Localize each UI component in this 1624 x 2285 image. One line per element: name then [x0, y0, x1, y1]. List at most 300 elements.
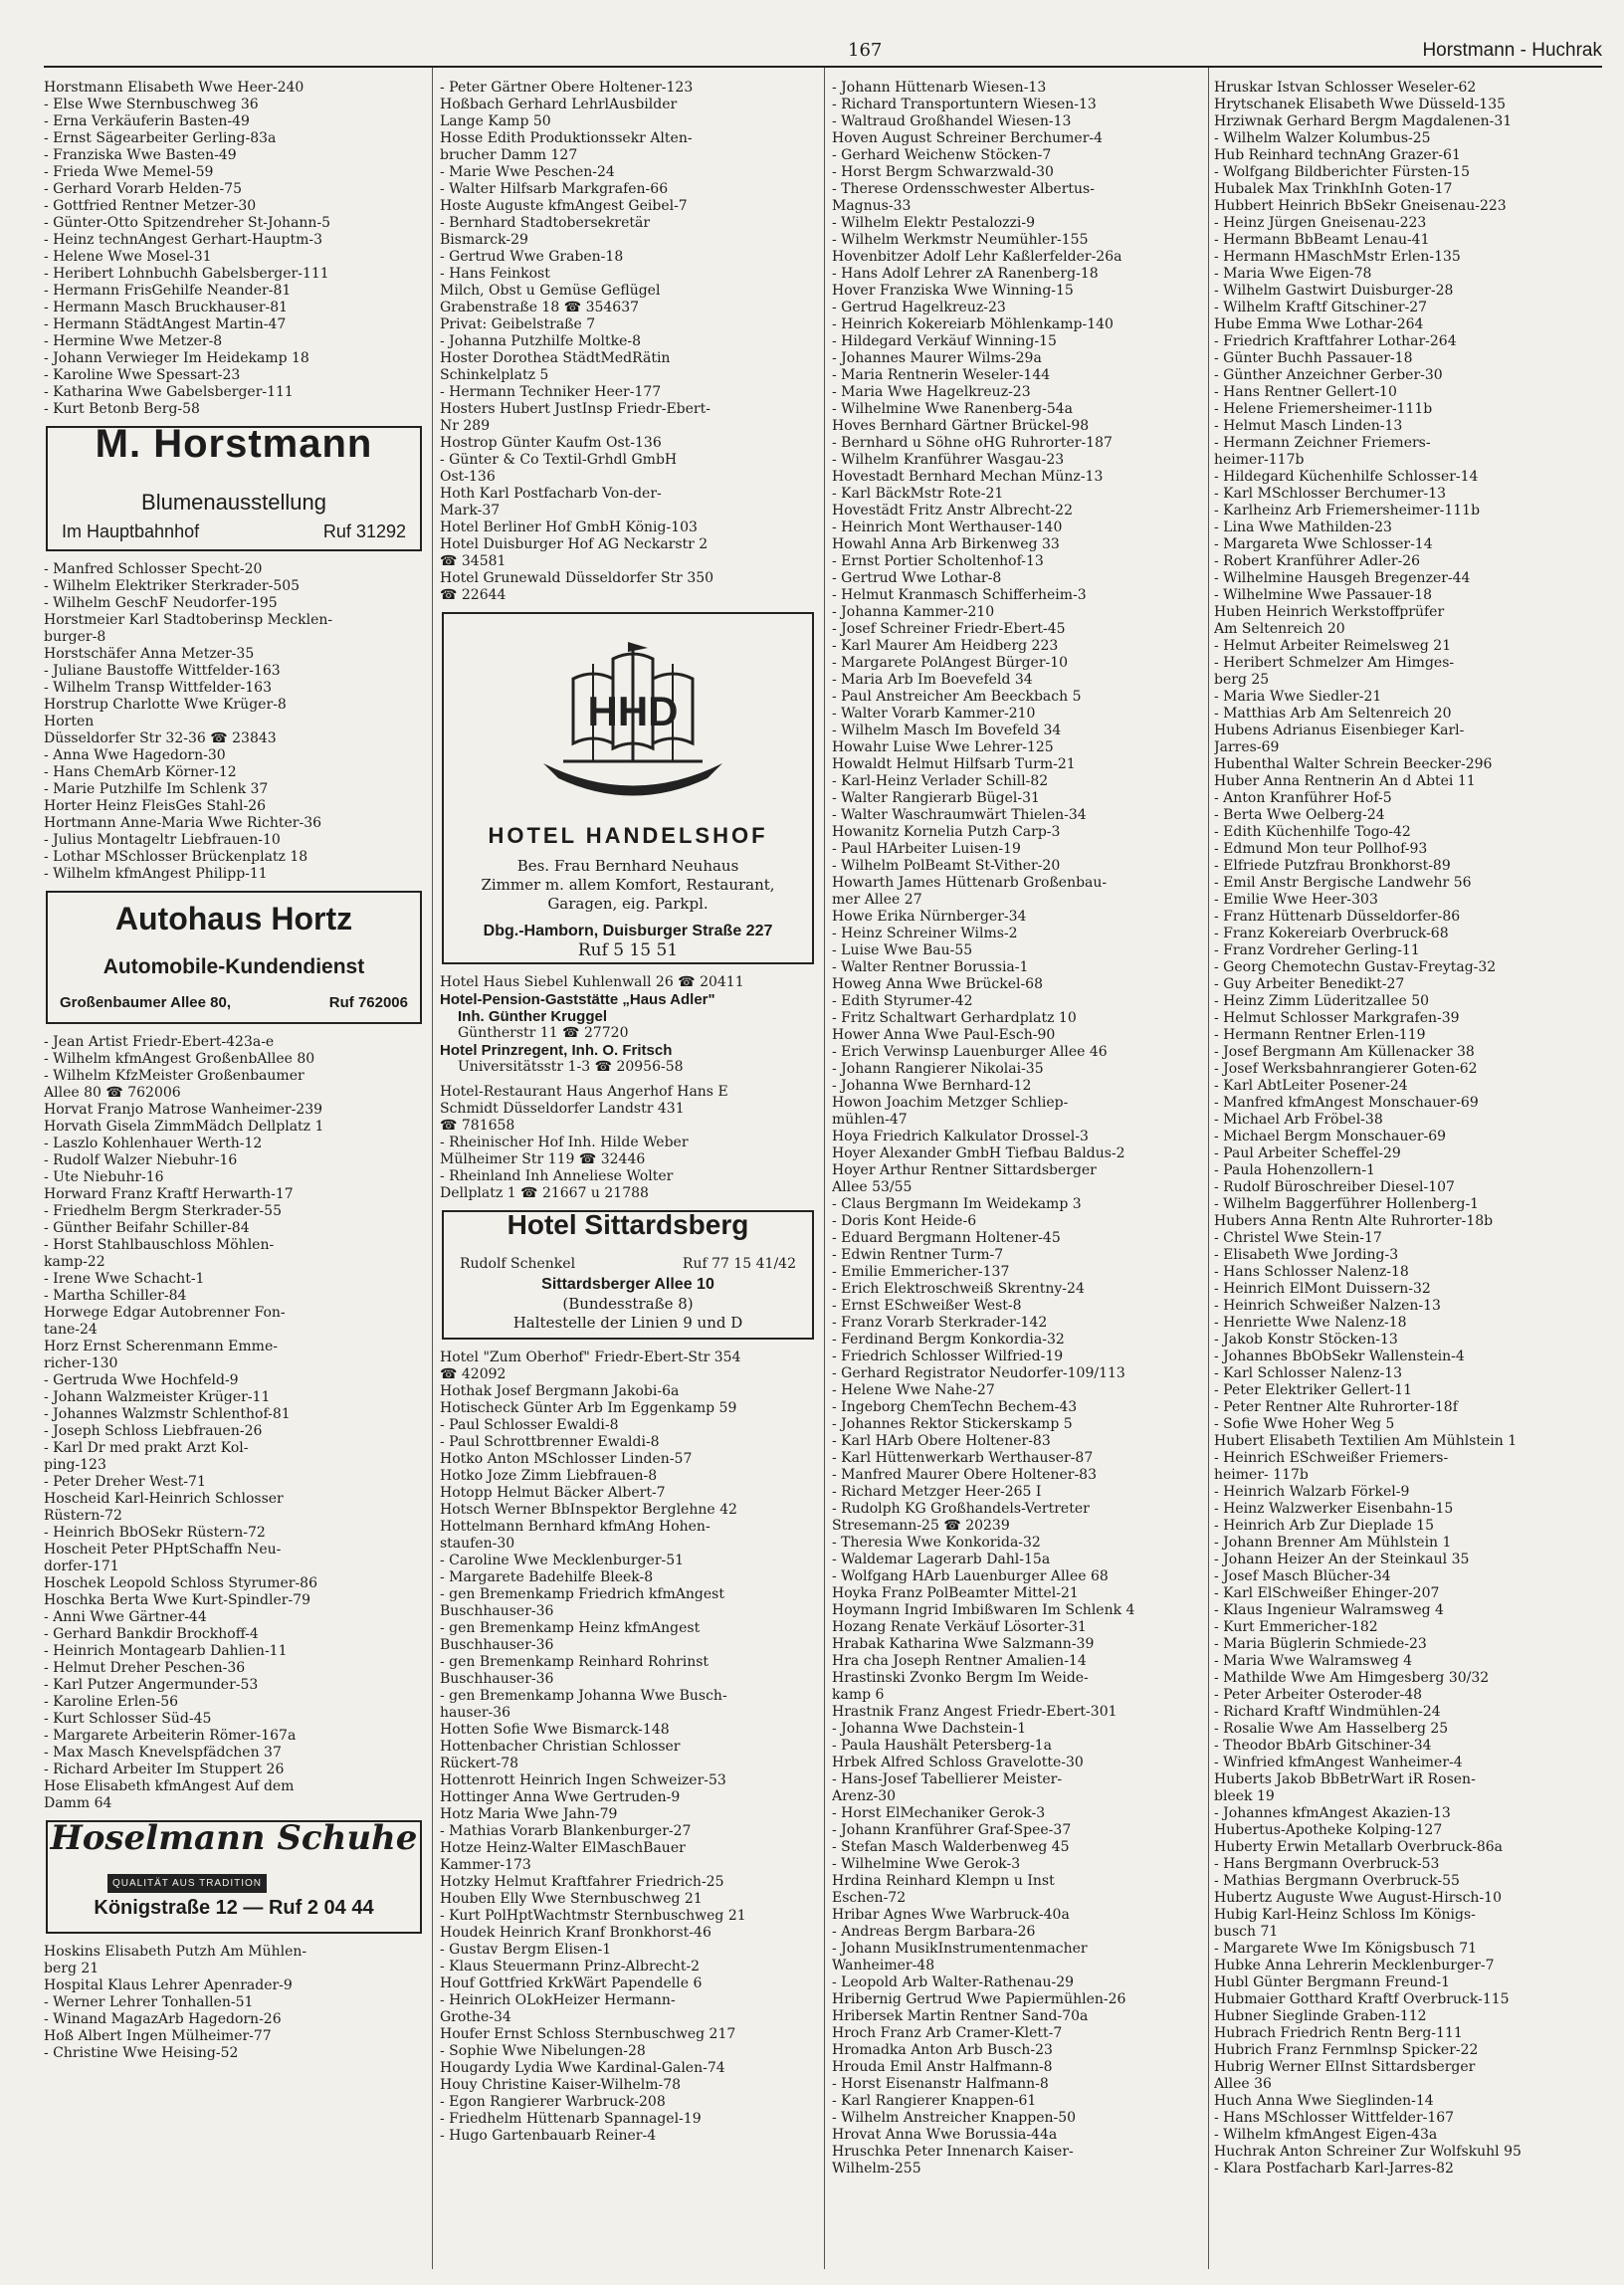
- directory-entry: - Lothar MSchlosser Brückenplatz 18: [44, 849, 308, 865]
- directory-entry: - Erich Elektroschweiß Skrentny-24: [832, 1281, 1085, 1297]
- directory-entry: - Ferdinand Bergm Konkordia-32: [832, 1332, 1065, 1348]
- directory-entry: Hubl Günter Bergmann Freund-1: [1214, 1974, 1451, 1990]
- directory-entry: - Hans Feinkost: [440, 266, 550, 282]
- directory-entry: - Andreas Bergm Barbara-26: [832, 1924, 1036, 1940]
- directory-entry: - Franz Hüttenarb Düsseldorfer-86: [1214, 909, 1461, 925]
- directory-entry: - Heinrich ESchweißer Friemers-: [1214, 1450, 1449, 1466]
- directory-entry: Hoyka Franz PolBeamter Mittel-21: [832, 1585, 1079, 1601]
- directory-entry: Hoschek Leopold Schloss Styrumer-86: [44, 1575, 317, 1591]
- directory-entry: Privat: Geibelstraße 7: [440, 316, 596, 332]
- directory-entry: - Günter-Otto Spitzendreher St-Johann-5: [44, 215, 331, 231]
- directory-entry: Hrbek Alfred Schloss Gravelotte-30: [832, 1755, 1084, 1770]
- directory-entry: - Rheinischer Hof Inh. Hilde Weber: [440, 1135, 689, 1150]
- directory-entry: Allee 80 ☎ 762006: [44, 1085, 181, 1101]
- directory-entry: Hose Elisabeth kfmAngest Auf dem: [44, 1778, 295, 1794]
- directory-entry: Hozang Renate Verkäuf Lösorter-31: [832, 1619, 1087, 1635]
- directory-entry: - Sofie Wwe Hoher Weg 5: [1214, 1416, 1395, 1432]
- directory-entry: - Richard Kraftf Windmühlen-24: [1214, 1704, 1441, 1720]
- directory-entry: - Wilhelmine Wwe Ranenberg-54a: [832, 401, 1073, 417]
- ad-horstmann: [46, 422, 422, 551]
- directory-entry: Horvat Franjo Matrose Wanheimer-239: [44, 1102, 323, 1118]
- ad-line: Automobile-Kundendienst: [102, 955, 365, 978]
- directory-entry: Wanheimer-48: [832, 1958, 935, 1973]
- ad-tag: QUALITÄT AUS TRADITION: [107, 1874, 267, 1893]
- directory-entry: Hubrach Friedrich Rentn Berg-111: [1214, 2025, 1463, 2041]
- column-divider: [824, 68, 825, 2269]
- directory-entry: - Hermann FrisGehilfe Neander-81: [44, 283, 292, 299]
- directory-entry: - Gerhard Weichenw Stöcken-7: [832, 147, 1052, 163]
- directory-entry: - Matthias Arb Am Seltenreich 20: [1214, 706, 1452, 722]
- directory-entry: Hrytschanek Elisabeth Wwe Düsseld-135: [1214, 97, 1507, 112]
- directory-entry: - Richard Transportuntern Wiesen-13: [832, 97, 1097, 112]
- directory-entry: Hottinger Anna Wwe Gertruden-9: [440, 1789, 681, 1805]
- directory-entry: Buschhauser-36: [440, 1603, 554, 1619]
- directory-entry: Hotel Berliner Hof GmbH König-103: [440, 519, 698, 535]
- directory-entry: Horward Franz Kraftf Herwarth-17: [44, 1186, 294, 1202]
- directory-entry: - Johann Brenner Am Mühlstein 1: [1214, 1535, 1452, 1551]
- directory-entry: - Maria Wwe Walramsweg 4: [1214, 1653, 1413, 1669]
- directory-entry: Hubert Elisabeth Textilien Am Mühlstein 1: [1214, 1433, 1518, 1449]
- entry-bold: Hotel Prinzregent, Inh. O. Fritsch: [440, 1042, 673, 1059]
- directory-entry: - Max Masch Knevelspfädchen 37: [44, 1745, 282, 1761]
- directory-entry: Grothe-34: [440, 2009, 511, 2025]
- directory-entry: - Gertrud Wwe Lothar-8: [832, 570, 1002, 586]
- entry-bold: Hotel-Pension-Gaststätte „Haus Adler": [440, 991, 715, 1008]
- directory-entry: Arenz-30: [832, 1788, 897, 1804]
- directory-entry: Hotko Joze Zimm Liebfrauen-8: [440, 1468, 658, 1484]
- directory-entry: - Wilhelm Gastwirt Duisburger-28: [1214, 283, 1454, 299]
- directory-entry: - Helmut Dreher Peschen-36: [44, 1660, 246, 1676]
- ad-title: M. Horstmann: [95, 422, 373, 466]
- directory-entry: Düsseldorfer Str 32-36 ☎ 23843: [44, 730, 277, 746]
- directory-entry: heimer- 117b: [1214, 1467, 1309, 1483]
- directory-entry: Hubner Sieglinde Graben-112: [1214, 2008, 1427, 2024]
- directory-entry: - Maria Rentnerin Weseler-144: [832, 367, 1051, 383]
- directory-entry: Hubertus-Apotheke Kolping-127: [1214, 1822, 1443, 1838]
- directory-entry: - Franziska Wwe Basten-49: [44, 147, 237, 163]
- directory-entry: - gen Bremenkamp Heinz kfmAngest: [440, 1620, 701, 1636]
- directory-entry: - Friedhelm Bergm Sterkrader-55: [44, 1203, 282, 1219]
- column-2: [440, 80, 816, 2269]
- directory-entry: Hostrop Günter Kaufm Ost-136: [440, 435, 662, 451]
- directory-entry: Hribernig Gertrud Wwe Papiermühlen-26: [832, 1991, 1126, 2007]
- ad-phone: Ruf 31292: [322, 521, 406, 541]
- directory-entry: - Paul Schrottbrenner Ewaldi-8: [440, 1434, 660, 1450]
- directory-entry: Hrovat Anna Wwe Borussia-44a: [832, 2127, 1058, 2143]
- directory-entry: - Gertrud Wwe Graben-18: [440, 249, 624, 265]
- directory-entry: - Horst Bergm Schwarzwald-30: [832, 164, 1054, 180]
- directory-entry: - Walter Rentner Borussia-1: [832, 959, 1029, 975]
- directory-entry: - Irene Wwe Schacht-1: [44, 1271, 205, 1287]
- entry-list: [44, 1944, 424, 2062]
- directory-entry: - Walter Vorarb Kammer-210: [832, 706, 1036, 722]
- directory-entry: Buschhauser-36: [440, 1637, 554, 1653]
- directory-entry: Howahl Anna Arb Birkenweg 33: [832, 536, 1060, 552]
- column-divider: [432, 68, 433, 2269]
- directory-entry: - Frieda Wwe Memel-59: [44, 164, 214, 180]
- directory-entry: - Mathias Vorarb Blankenburger-27: [440, 1823, 692, 1839]
- directory-entry: - Johann MusikInstrumentenmacher: [832, 1941, 1088, 1957]
- directory-entry: dorfer-171: [44, 1558, 119, 1574]
- directory-entry: - Horst ElMechaniker Gerok-3: [832, 1805, 1046, 1821]
- directory-entry: - Paula Haushält Petersberg-1a: [832, 1738, 1053, 1754]
- directory-entry: Hovestadt Bernhard Mechan Münz-13: [832, 469, 1104, 485]
- directory-entry: - Wilhelm Walzer Kolumbus-25: [1214, 130, 1431, 146]
- directory-entry: - Theodor BbArb Gitschiner-34: [1214, 1738, 1432, 1754]
- directory-entry: - Hermann HMaschMstr Erlen-135: [1214, 249, 1461, 265]
- directory-entry: Hubers Anna Rentn Alte Ruhrorter-18b: [1214, 1213, 1494, 1229]
- directory-entry: Horstschäfer Anna Metzer-35: [44, 646, 255, 662]
- directory-entry: Houf Gottfried KrkWärt Papendelle 6: [440, 1975, 703, 1991]
- directory-entry: - Marie Wwe Peschen-24: [440, 164, 615, 180]
- directory-entry: Hover Franziska Wwe Winning-15: [832, 283, 1074, 299]
- directory-entry: - Martha Schiller-84: [44, 1288, 187, 1304]
- directory-entry: Hovestädt Fritz Anstr Albrecht-22: [832, 503, 1073, 519]
- directory-entry: - Maria Büglerin Schmiede-23: [1214, 1636, 1427, 1652]
- entry-bold: Inh. Günther Kruggel: [458, 1008, 607, 1025]
- directory-entry: - Ernst ESchweißer West-8: [832, 1298, 1022, 1314]
- directory-entry: richer-130: [44, 1355, 118, 1371]
- directory-entry: - Mathias Bergmann Overbruck-55: [1214, 1873, 1460, 1889]
- directory-entry: Bismarck-29: [440, 232, 528, 248]
- directory-entry: Huben Heinrich Werkstoffprüfer: [1214, 604, 1445, 620]
- directory-entry: - Paula Hohenzollern-1: [1214, 1162, 1375, 1178]
- directory-entry: Hotopp Helmut Bäcker Albert-7: [440, 1485, 666, 1501]
- directory-entry: Howaldt Helmut Hilfsarb Turm-21: [832, 756, 1076, 772]
- directory-entry: - Hans MSchlosser Wittfelder-167: [1214, 2110, 1455, 2126]
- directory-entry: Howon Joachim Metzger Schliep-: [832, 1095, 1069, 1111]
- directory-entry: Hoth Karl Postfacharb Von-der-: [440, 486, 662, 502]
- directory-entry: Grabenstraße 18 ☎ 354637: [440, 300, 640, 315]
- directory-entry: - Edith Styrumer-42: [832, 993, 973, 1009]
- ad-title: HOTEL HANDELSHOF: [488, 823, 768, 848]
- directory-entry: - Heinz technAngest Gerhart-Hauptm-3: [44, 232, 323, 248]
- directory-entry: Hotischeck Günter Arb Im Eggenkamp 59: [440, 1400, 737, 1416]
- directory-entry: - Gustav Bergm Elisen-1: [440, 1942, 612, 1958]
- directory-entry: - Paul Schlosser Ewaldi-8: [440, 1417, 619, 1433]
- directory-entry: - Waldemar Lagerarb Dahl-15a: [832, 1552, 1051, 1567]
- directory-entry: - gen Bremenkamp Reinhard Rohrinst: [440, 1654, 710, 1670]
- directory-entry: - Karoline Erlen-56: [44, 1694, 179, 1710]
- ad-owner: Rudolf Schenkel: [460, 1256, 576, 1272]
- directory-entry: - Ernst Portier Scholtenhof-13: [832, 553, 1044, 569]
- directory-entry: Kammer-173: [440, 1857, 531, 1873]
- directory-entry: - Franz Kokereiarb Overbruck-68: [1214, 926, 1449, 941]
- directory-entry: Horten: [44, 714, 95, 729]
- directory-entry: Hrouda Emil Anstr Halfmann-8: [832, 2059, 1053, 2075]
- ad-line: Blumenausstellung: [141, 490, 326, 515]
- entry-list: [440, 80, 816, 604]
- ad-description: [444, 857, 812, 914]
- directory-entry: Huchrak Anton Schreiner Zur Wolfskuhl 95: [1214, 2144, 1522, 2160]
- directory-entry: Schinkelplatz 5: [440, 367, 549, 383]
- directory-entry: Hruschka Peter Innenarch Kaiser-: [832, 2144, 1074, 2160]
- directory-entry: - Karl Hüttenwerkarb Werthauser-87: [832, 1450, 1094, 1466]
- directory-entry: - Bernhard Stadtobersekretär: [440, 215, 651, 231]
- directory-entry: Am Seltenreich 20: [1214, 621, 1345, 637]
- directory-entry: - Hans Bergmann Overbruck-53: [1214, 1856, 1440, 1872]
- directory-entry: - Doris Kont Heide-6: [832, 1213, 977, 1229]
- directory-entry: - Anton Kranführer Hof-5: [1214, 790, 1392, 806]
- directory-entry: Hubmaier Gotthard Kraftf Overbruck-115: [1214, 1991, 1510, 2007]
- directory-entry: Hoscheid Karl-Heinrich Schlosser: [44, 1491, 284, 1507]
- ad-address: Dbg.-Hamborn, Duisburger Straße 227: [483, 923, 773, 939]
- ad-address: Im Hauptbahnhof: [62, 521, 200, 541]
- directory-entry: - Helene Wwe Mosel-31: [44, 249, 212, 265]
- ad-line: Haltestelle der Linien 9 und D: [512, 1314, 743, 1332]
- directory-entry: Hotko Anton MSchlosser Linden-57: [440, 1451, 693, 1467]
- directory-entry: - Eduard Bergmann Holtener-45: [832, 1230, 1061, 1246]
- entry-list: [832, 80, 1208, 2178]
- directory-entry: - Sophie Wwe Nibelungen-28: [440, 2043, 646, 2059]
- directory-entry: - Hermann Zeichner Friemers-: [1214, 435, 1431, 451]
- directory-entry: - Johann Heizer An der Steinkaul 35: [1214, 1552, 1470, 1567]
- directory-entry: Allee 53/55: [832, 1179, 913, 1195]
- directory-entry: hauser-36: [440, 1705, 511, 1721]
- directory-entry: Huberty Erwin Metallarb Overbruck-86a: [1214, 1839, 1503, 1855]
- directory-entry: - Wilhelmine Wwe Gerok-3: [832, 1856, 1021, 1872]
- directory-entry: Hub Reinhard technAng Grazer-61: [1214, 147, 1461, 163]
- directory-entry: - Erich Verwinsp Lauenburger Allee 46: [832, 1044, 1108, 1060]
- directory-entry: - Anna Wwe Hagedorn-30: [44, 747, 226, 763]
- entry: Güntherstr 11 ☎ 27720: [458, 1025, 629, 1041]
- directory-entry: - Maria Wwe Eigen-78: [1214, 266, 1372, 282]
- directory-entry: ☎ 781658: [440, 1118, 515, 1134]
- directory-entry: Houy Christine Kaiser-Wilhelm-78: [440, 2077, 682, 2093]
- directory-entry: - Richard Arbeiter Im Stuppert 26: [44, 1762, 285, 1777]
- directory-entry: - Gerhard Registrator Neudorfer-109/113: [832, 1365, 1125, 1381]
- column-divider: [1208, 68, 1209, 2269]
- directory-entry: - Stefan Masch Walderbenweg 45: [832, 1839, 1070, 1855]
- directory-entry: brucher Damm 127: [440, 147, 578, 163]
- directory-entry: - Edmund Mon teur Pollhof-93: [1214, 841, 1428, 857]
- entry: Universitätsstr 1-3 ☎ 20956-58: [458, 1059, 684, 1075]
- ad-line: Bes. Frau Bernhard Neuhaus: [516, 857, 739, 875]
- directory-entry: ☎ 34581: [440, 553, 507, 569]
- directory-entry: Hra cha Joseph Rentner Amalien-14: [832, 1653, 1087, 1669]
- directory-entry: - Gerhard Bankdir Brockhoff-4: [44, 1626, 259, 1642]
- directory-entry: - Hermann Masch Bruckhauser-81: [44, 300, 289, 315]
- directory-entry: Mark-37: [440, 503, 501, 519]
- directory-entry: Ost-136: [440, 469, 496, 485]
- directory-entry: Hromadka Anton Arb Busch-23: [832, 2042, 1053, 2058]
- directory-entry: - Joseph Schloss Liebfrauen-26: [44, 1423, 263, 1439]
- directory-entry: - Peter Arbeiter Osteroder-48: [1214, 1687, 1423, 1703]
- directory-entry: - Winand MagazArb Hagedorn-26: [44, 2011, 282, 2027]
- directory-entry: - Wilhelm kfmAngest Philipp-11: [44, 866, 268, 882]
- directory-entry: Huber Anna Rentnerin An d Abtei 11: [1214, 773, 1476, 789]
- directory-entry: - Karl ElSchweißer Ehinger-207: [1214, 1585, 1440, 1601]
- column-4: [1214, 80, 1604, 2269]
- directory-entry: - Berta Wwe Oelberg-24: [1214, 807, 1385, 823]
- directory-entry: Hosters Hubert JustInsp Friedr-Ebert-: [440, 401, 710, 417]
- directory-entry: Hubalek Max TrinkhInh Goten-17: [1214, 181, 1453, 197]
- directory-entry: - Wilhelm Anstreicher Knappen-50: [832, 2110, 1077, 2126]
- ad-hoselmann: [46, 1820, 422, 1934]
- directory-entry: mühlen-47: [832, 1112, 908, 1128]
- directory-entry: Hotten Sofie Wwe Bismarck-148: [440, 1722, 670, 1738]
- directory-entry: - Heribert Schmelzer Am Himges-: [1214, 655, 1455, 671]
- directory-entry: - Rudolf Walzer Niebuhr-16: [44, 1152, 238, 1168]
- directory-entry: - Heinrich Schweißer Nalzen-13: [1214, 1298, 1441, 1314]
- directory-entry: - Josef Bergmann Am Küllenacker 38: [1214, 1044, 1475, 1060]
- directory-entry: - Hans Rentner Gellert-10: [1214, 384, 1397, 400]
- directory-entry: berg 25: [1214, 672, 1270, 688]
- directory-entry: - Peter Rentner Alte Ruhrorter-18f: [1214, 1399, 1458, 1415]
- directory-entry: - Wilhelm Elektriker Sterkrader-505: [44, 578, 301, 594]
- directory-entry: - Waltraud Großhandel Wiesen-13: [832, 113, 1072, 129]
- directory-entry: - Heinz Jürgen Gneisenau-223: [1214, 215, 1427, 231]
- directory-entry: Hrastinski Zvonko Bergm Im Weide-: [832, 1670, 1089, 1686]
- directory-entry: - Friedrich Schlosser Wilfried-19: [832, 1349, 1064, 1364]
- directory-entry: Hroch Franz Arb Cramer-Klett-7: [832, 2025, 1063, 2041]
- directory-entry: - Hildegard Verkäuf Winning-15: [832, 333, 1057, 349]
- directory-entry: - Helmut Masch Linden-13: [1214, 418, 1403, 434]
- directory-entry: - Paul Arbeiter Scheffel-29: [1214, 1145, 1401, 1161]
- directory-entry: - Johann Verwieger Im Heidekamp 18: [44, 350, 309, 366]
- directory-entry: - Helmut Schlosser Markgrafen-39: [1214, 1010, 1460, 1026]
- directory-entry: Hubbert Heinrich BbSekr Gneisenau-223: [1214, 198, 1507, 214]
- directory-entry: Hougardy Lydia Wwe Kardinal-Galen-74: [440, 2060, 725, 2076]
- directory-entry: - Peter Dreher West-71: [44, 1474, 206, 1490]
- directory-entry: Dellplatz 1 ☎ 21667 u 21788: [440, 1185, 649, 1201]
- directory-entry: Hotel Haus Siebel Kuhlenwall 26 ☎ 20411: [440, 974, 744, 990]
- directory-entry: - Hugo Gartenbauarb Reiner-4: [440, 2128, 657, 2144]
- directory-entry: - Wilhelm kfmAngest GroßenbAllee 80: [44, 1051, 315, 1067]
- directory-entry: - Johanna Kammer-210: [832, 604, 995, 620]
- directory-entry: - Hildegard Küchenhilfe Schlosser-14: [1214, 469, 1479, 485]
- directory-entry: bleek 19: [1214, 1788, 1275, 1804]
- directory-entry: tane-24: [44, 1322, 98, 1338]
- directory-entry: - Wilhelm GeschF Neudorfer-195: [44, 595, 278, 611]
- directory-entry: mer Allee 27: [832, 892, 922, 908]
- directory-entry: Hotel "Zum Oberhof" Friedr-Ebert-Str 354: [440, 1350, 741, 1365]
- directory-entry: Hortmann Anne-Maria Wwe Richter-36: [44, 815, 322, 831]
- directory-entry: - Helmut Arbeiter Reimelsweg 21: [1214, 638, 1452, 654]
- page-number: 167: [848, 40, 883, 61]
- directory-entry: Horvath Gisela ZimmMädch Dellplatz 1: [44, 1119, 324, 1135]
- directory-entry: Hotel-Restaurant Haus Angerhof Hans E: [440, 1084, 728, 1100]
- directory-entry: - Guy Arbeiter Benedikt-27: [1214, 976, 1405, 992]
- directory-entry: - Helene Wwe Nahe-27: [832, 1382, 995, 1398]
- directory-entry: - Heinrich Montagearb Dahlien-11: [44, 1643, 288, 1659]
- directory-entry: - Wilhelmine Hausgeh Bregenzer-44: [1214, 570, 1471, 586]
- directory-entry: - Johanna Wwe Bernhard-12: [832, 1078, 1032, 1094]
- directory-entry: - Wilhelm KfzMeister Großenbaumer: [44, 1068, 304, 1084]
- directory-entry: Howeg Anna Wwe Brückel-68: [832, 976, 1043, 992]
- directory-entry: - Edith Küchenhilfe Togo-42: [1214, 824, 1411, 840]
- directory-entry: Hoven August Schreiner Berchumer-4: [832, 130, 1104, 146]
- directory-entry: - Wolfgang HArb Lauenburger Allee 68: [832, 1568, 1109, 1584]
- directory-entry: Hottenrott Heinrich Ingen Schweizer-53: [440, 1772, 726, 1788]
- directory-entry: - Kurt Betonb Berg-58: [44, 401, 200, 417]
- directory-entry: - Wilhelm Elektr Pestalozzi-9: [832, 215, 1036, 231]
- directory-entry: - Karl Putzer Angermunder-53: [44, 1677, 259, 1693]
- directory-entry: - Robert Kranführer Adler-26: [1214, 553, 1421, 569]
- directory-entry: - Heinrich ElMont Duissern-32: [1214, 1281, 1431, 1297]
- directory-entry: - Karl Schlosser Nalenz-13: [1214, 1365, 1403, 1381]
- directory-entry: - Johannes Maurer Wilms-29a: [832, 350, 1042, 366]
- directory-entry: - Hans-Josef Tabellierer Meister-: [832, 1771, 1063, 1787]
- directory-entry: - Paul Anstreicher Am Beeckbach 5: [832, 689, 1082, 705]
- directory-entry: - Maria Arb Im Boevefeld 34: [832, 672, 1033, 688]
- directory-entry: - Maria Wwe Siedler-21: [1214, 689, 1382, 705]
- directory-entry: - Laszlo Kohlenhauer Werth-12: [44, 1136, 263, 1151]
- directory-entry: staufen-30: [440, 1536, 515, 1552]
- directory-entry: burger-8: [44, 629, 106, 645]
- directory-entry: - Julius Montageltr Liebfrauen-10: [44, 832, 281, 848]
- page-header: [44, 38, 1602, 68]
- directory-entry: Allee 36: [1214, 2076, 1272, 2092]
- directory-entry: - Günther Beifahr Schiller-84: [44, 1220, 250, 1236]
- directory-entry: Horstmann Elisabeth Wwe Heer-240: [44, 80, 304, 96]
- directory-entry: - Peter Elektriker Gellert-11: [1214, 1382, 1413, 1398]
- directory-entry: - Walter Hilfsarb Markgrafen-66: [440, 181, 669, 197]
- ad-phone: Ruf 5 15 51: [577, 940, 679, 960]
- ad-hotel-sittardsberg: [442, 1210, 814, 1340]
- directory-entry: - Johanna Wwe Dachstein-1: [832, 1721, 1027, 1737]
- directory-entry: - Caroline Wwe Mecklenburger-51: [440, 1553, 685, 1568]
- directory-entry: Hoyer Arthur Rentner Sittardsberger: [832, 1162, 1097, 1178]
- directory-entry: - Hans Adolf Lehrer zA Ranenberg-18: [832, 266, 1099, 282]
- directory-entry: Hoß Albert Ingen Mülheimer-77: [44, 2028, 272, 2044]
- directory-entry: - Hans ChemArb Körner-12: [44, 764, 237, 780]
- directory-entry: heimer-117b: [1214, 452, 1305, 468]
- directory-entry: - Margarete Arbeiterin Römer-167a: [44, 1728, 297, 1744]
- directory-entry: - Gerhard Vorarb Helden-75: [44, 181, 242, 197]
- directory-entry: ☎ 42092: [440, 1366, 507, 1382]
- directory-entry: Hoster Dorothea StädtMedRätin: [440, 350, 671, 366]
- directory-entry: - Lina Wwe Mathilden-23: [1214, 519, 1392, 535]
- directory-entry: - Henriette Wwe Nalenz-18: [1214, 1315, 1407, 1331]
- directory-entry: Hoscheit Peter PHptSchaffn Neu-: [44, 1542, 282, 1558]
- directory-entry: - Marie Putzhilfe Im Schlenk 37: [44, 781, 269, 797]
- directory-entry: - Georg Chemotechn Gustav-Freytag-32: [1214, 959, 1497, 975]
- entry-list: [440, 974, 816, 991]
- directory-entry: Hruskar Istvan Schlosser Weseler-62: [1214, 80, 1477, 96]
- directory-entry: Hoyer Alexander GmbH Tiefbau Baldus-2: [832, 1145, 1125, 1161]
- directory-entry: - Michael Bergm Monschauer-69: [1214, 1129, 1447, 1144]
- directory-entry: - Edwin Rentner Turm-7: [832, 1247, 1004, 1263]
- directory-entry: - Johannes Rektor Stickerskamp 5: [832, 1416, 1073, 1432]
- directory-entry: - Heribert Lohnbuchh Gabelsberger-111: [44, 266, 329, 282]
- directory-entry: - Manfred kfmAngest Monschauer-69: [1214, 1095, 1479, 1111]
- ship-logo-icon: [523, 634, 742, 813]
- directory-entry: - Johann Walzmeister Krüger-11: [44, 1389, 271, 1405]
- directory-entry: - Johann Hüttenarb Wiesen-13: [832, 80, 1047, 96]
- directory-entry: - Friedrich Kraftfahrer Lothar-264: [1214, 333, 1457, 349]
- directory-entry: - Egon Rangierer Warbruck-208: [440, 2094, 666, 2110]
- directory-entry: - Else Wwe Sternbuschweg 36: [44, 97, 259, 112]
- entry-list: [1214, 80, 1604, 2178]
- ad-address: Großenbaumer Allee 80,: [60, 994, 232, 1011]
- directory-entry: - Wilhelm PolBeamt St-Vither-20: [832, 858, 1061, 874]
- directory-entry: Hubke Anna Lehrerin Mecklenburger-7: [1214, 1958, 1495, 1973]
- directory-entry: Nr 289: [440, 418, 491, 434]
- directory-entry: Hotel Duisburger Hof AG Neckarstr 2: [440, 536, 709, 552]
- directory-entry: - Rudolph KG Großhandels-Vertreter: [832, 1501, 1090, 1517]
- directory-entry: Buschhauser-36: [440, 1671, 554, 1687]
- directory-entry: - Josef Masch Blücher-34: [1214, 1568, 1391, 1584]
- ad-phone: Ruf 762006: [328, 994, 408, 1011]
- directory-entry: kamp-22: [44, 1254, 105, 1270]
- column-1: [44, 80, 424, 2269]
- directory-entry: Hubig Karl-Heinz Schloss Im Königs-: [1214, 1907, 1476, 1923]
- entry-list: [44, 561, 424, 883]
- directory-entry: Hrdina Reinhard Klempn u Inst: [832, 1873, 1055, 1889]
- directory-entry: - Helmut Kranmasch Schifferheim-3: [832, 587, 1087, 603]
- directory-entry: - Margarete PolAngest Bürger-10: [832, 655, 1069, 671]
